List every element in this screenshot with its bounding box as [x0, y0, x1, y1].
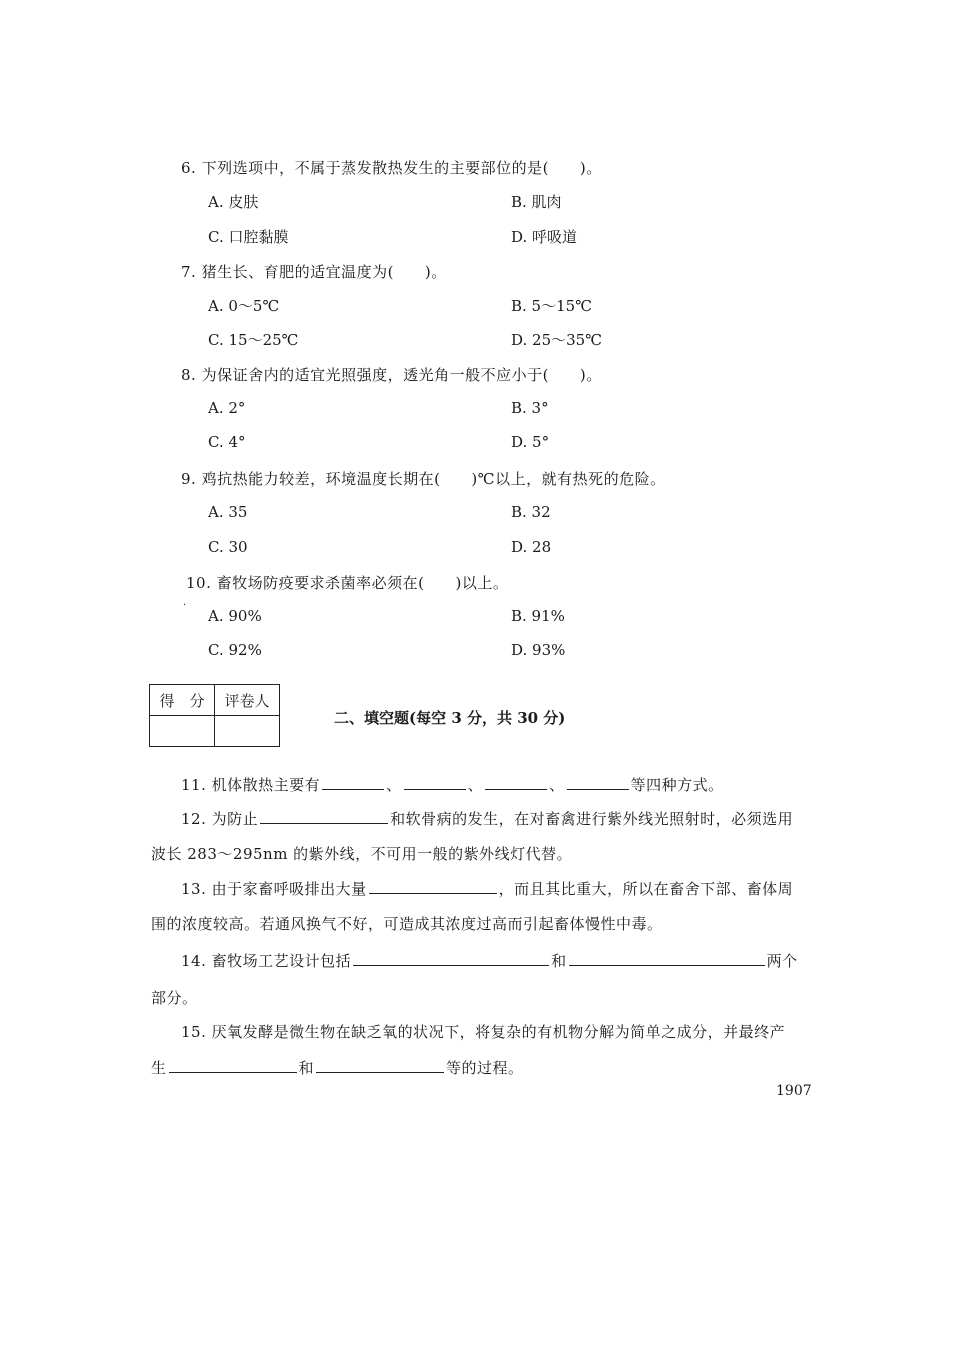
question-11 [181, 774, 724, 795]
q14-blank-1[interactable] [353, 951, 549, 966]
q14-prefix: 14. 畜牧场工艺设计包括 [181, 952, 352, 970]
q11-blank-4[interactable] [567, 775, 629, 790]
q11-sep-2: 、 [467, 776, 484, 794]
q9-option-a: A. 35 [208, 503, 248, 521]
q11-suffix: 等四种方式。 [630, 776, 724, 794]
q15-suffix: 等的过程。 [446, 1059, 524, 1077]
q7-option-c: C. 15～25℃ [208, 331, 299, 349]
q12-blank-1[interactable] [260, 809, 388, 824]
q6-option-a: A. 皮肤 [208, 193, 259, 211]
question-10: 10. 畜牧场防疫要求杀菌率必须在( )以上。 [186, 574, 509, 592]
q14-and: 和 [551, 952, 567, 970]
q9-option-d: D. 28 [511, 538, 552, 556]
q10-option-a: A. 90% [208, 607, 262, 625]
q14-suffix: 两个 [766, 952, 798, 970]
q12-prefix: 12. 为防止 [181, 810, 259, 828]
q11-blank-1[interactable] [322, 775, 384, 790]
q10-option-b: B. 91% [511, 607, 565, 625]
grader-header: 评卷人 [215, 685, 280, 716]
q15-blank-2[interactable] [316, 1058, 444, 1073]
question-14-line-2: 部分。 [151, 989, 198, 1007]
page-number: 1907 [776, 1083, 812, 1099]
q8-option-b: B. 3° [511, 399, 549, 417]
question-8: 8. 为保证舍内的适宜光照强度，透光角一般不应小于( )。 [181, 366, 602, 384]
q12-mid: 和软骨病的发生，在对畜禽进行紫外线光照射时，必须选用 [390, 810, 794, 828]
q11-blank-3[interactable] [485, 775, 547, 790]
q6-option-d: D. 呼吸道 [511, 228, 578, 246]
question-15-line-2 [151, 1057, 524, 1078]
grader-cell[interactable] [215, 716, 280, 747]
q15-blank-1[interactable] [169, 1058, 297, 1073]
q8-option-d: D. 5° [511, 433, 550, 451]
q15-prefix: 生 [151, 1059, 167, 1077]
margin-dot: · [183, 600, 187, 611]
q11-prefix: 11. 机体散热主要有 [181, 776, 321, 794]
question-12-line-1 [181, 808, 793, 829]
q6-option-b: B. 肌肉 [511, 193, 562, 211]
question-13-line-2: 围的浓度较高。若通风换气不好，可造成其浓度过高而引起畜体慢性中毒。 [151, 915, 663, 933]
q13-prefix: 13. 由于家畜呼吸排出大量 [181, 880, 367, 898]
q11-blank-2[interactable] [404, 775, 466, 790]
q13-blank-1[interactable] [369, 879, 497, 894]
score-cell[interactable] [150, 716, 215, 747]
q11-sep-1: 、 [386, 776, 402, 794]
q7-option-b: B. 5～15℃ [511, 297, 592, 315]
section-title: 二、填空题(每空 3 分，共 30 分) [334, 709, 566, 727]
score-table [149, 684, 280, 747]
q6-option-c: C. 口腔黏膜 [208, 228, 289, 246]
q15-and: 和 [298, 1059, 315, 1077]
q10-option-c: C. 92% [208, 641, 262, 659]
question-15-line-1: 15. 厌氧发酵是微生物在缺乏氧的状况下，将复杂的有机物分解为简单之成分，并最终产 [181, 1023, 786, 1041]
q8-option-a: A. 2° [208, 399, 246, 417]
q9-option-b: B. 32 [511, 503, 551, 521]
question-13-line-1 [181, 878, 793, 899]
q13-mid: ，而且其比重大，所以在畜舍下部、畜体周 [498, 880, 794, 898]
q9-option-c: C. 30 [208, 538, 248, 556]
q8-option-c: C. 4° [208, 433, 246, 451]
question-14-line-1 [181, 950, 798, 971]
q10-option-d: D. 93% [511, 641, 566, 659]
q14-blank-2[interactable] [569, 951, 765, 966]
question-6: 6. 下列选项中，不属于蒸发散热发生的主要部位的是( )。 [181, 159, 602, 177]
question-12-line-2: 波长 283～295nm 的紫外线，不可用一般的紫外线灯代替。 [151, 845, 573, 863]
q7-option-a: A. 0～5℃ [208, 297, 280, 315]
score-header: 得 分 [150, 685, 215, 716]
q7-option-d: D. 25～35℃ [511, 331, 602, 349]
question-9: 9. 鸡抗热能力较差，环境温度长期在( )℃以上，就有热死的危险。 [181, 470, 666, 488]
question-7: 7. 猪生长、育肥的适宜温度为( )。 [181, 263, 447, 281]
q11-sep-3: 、 [549, 776, 565, 794]
